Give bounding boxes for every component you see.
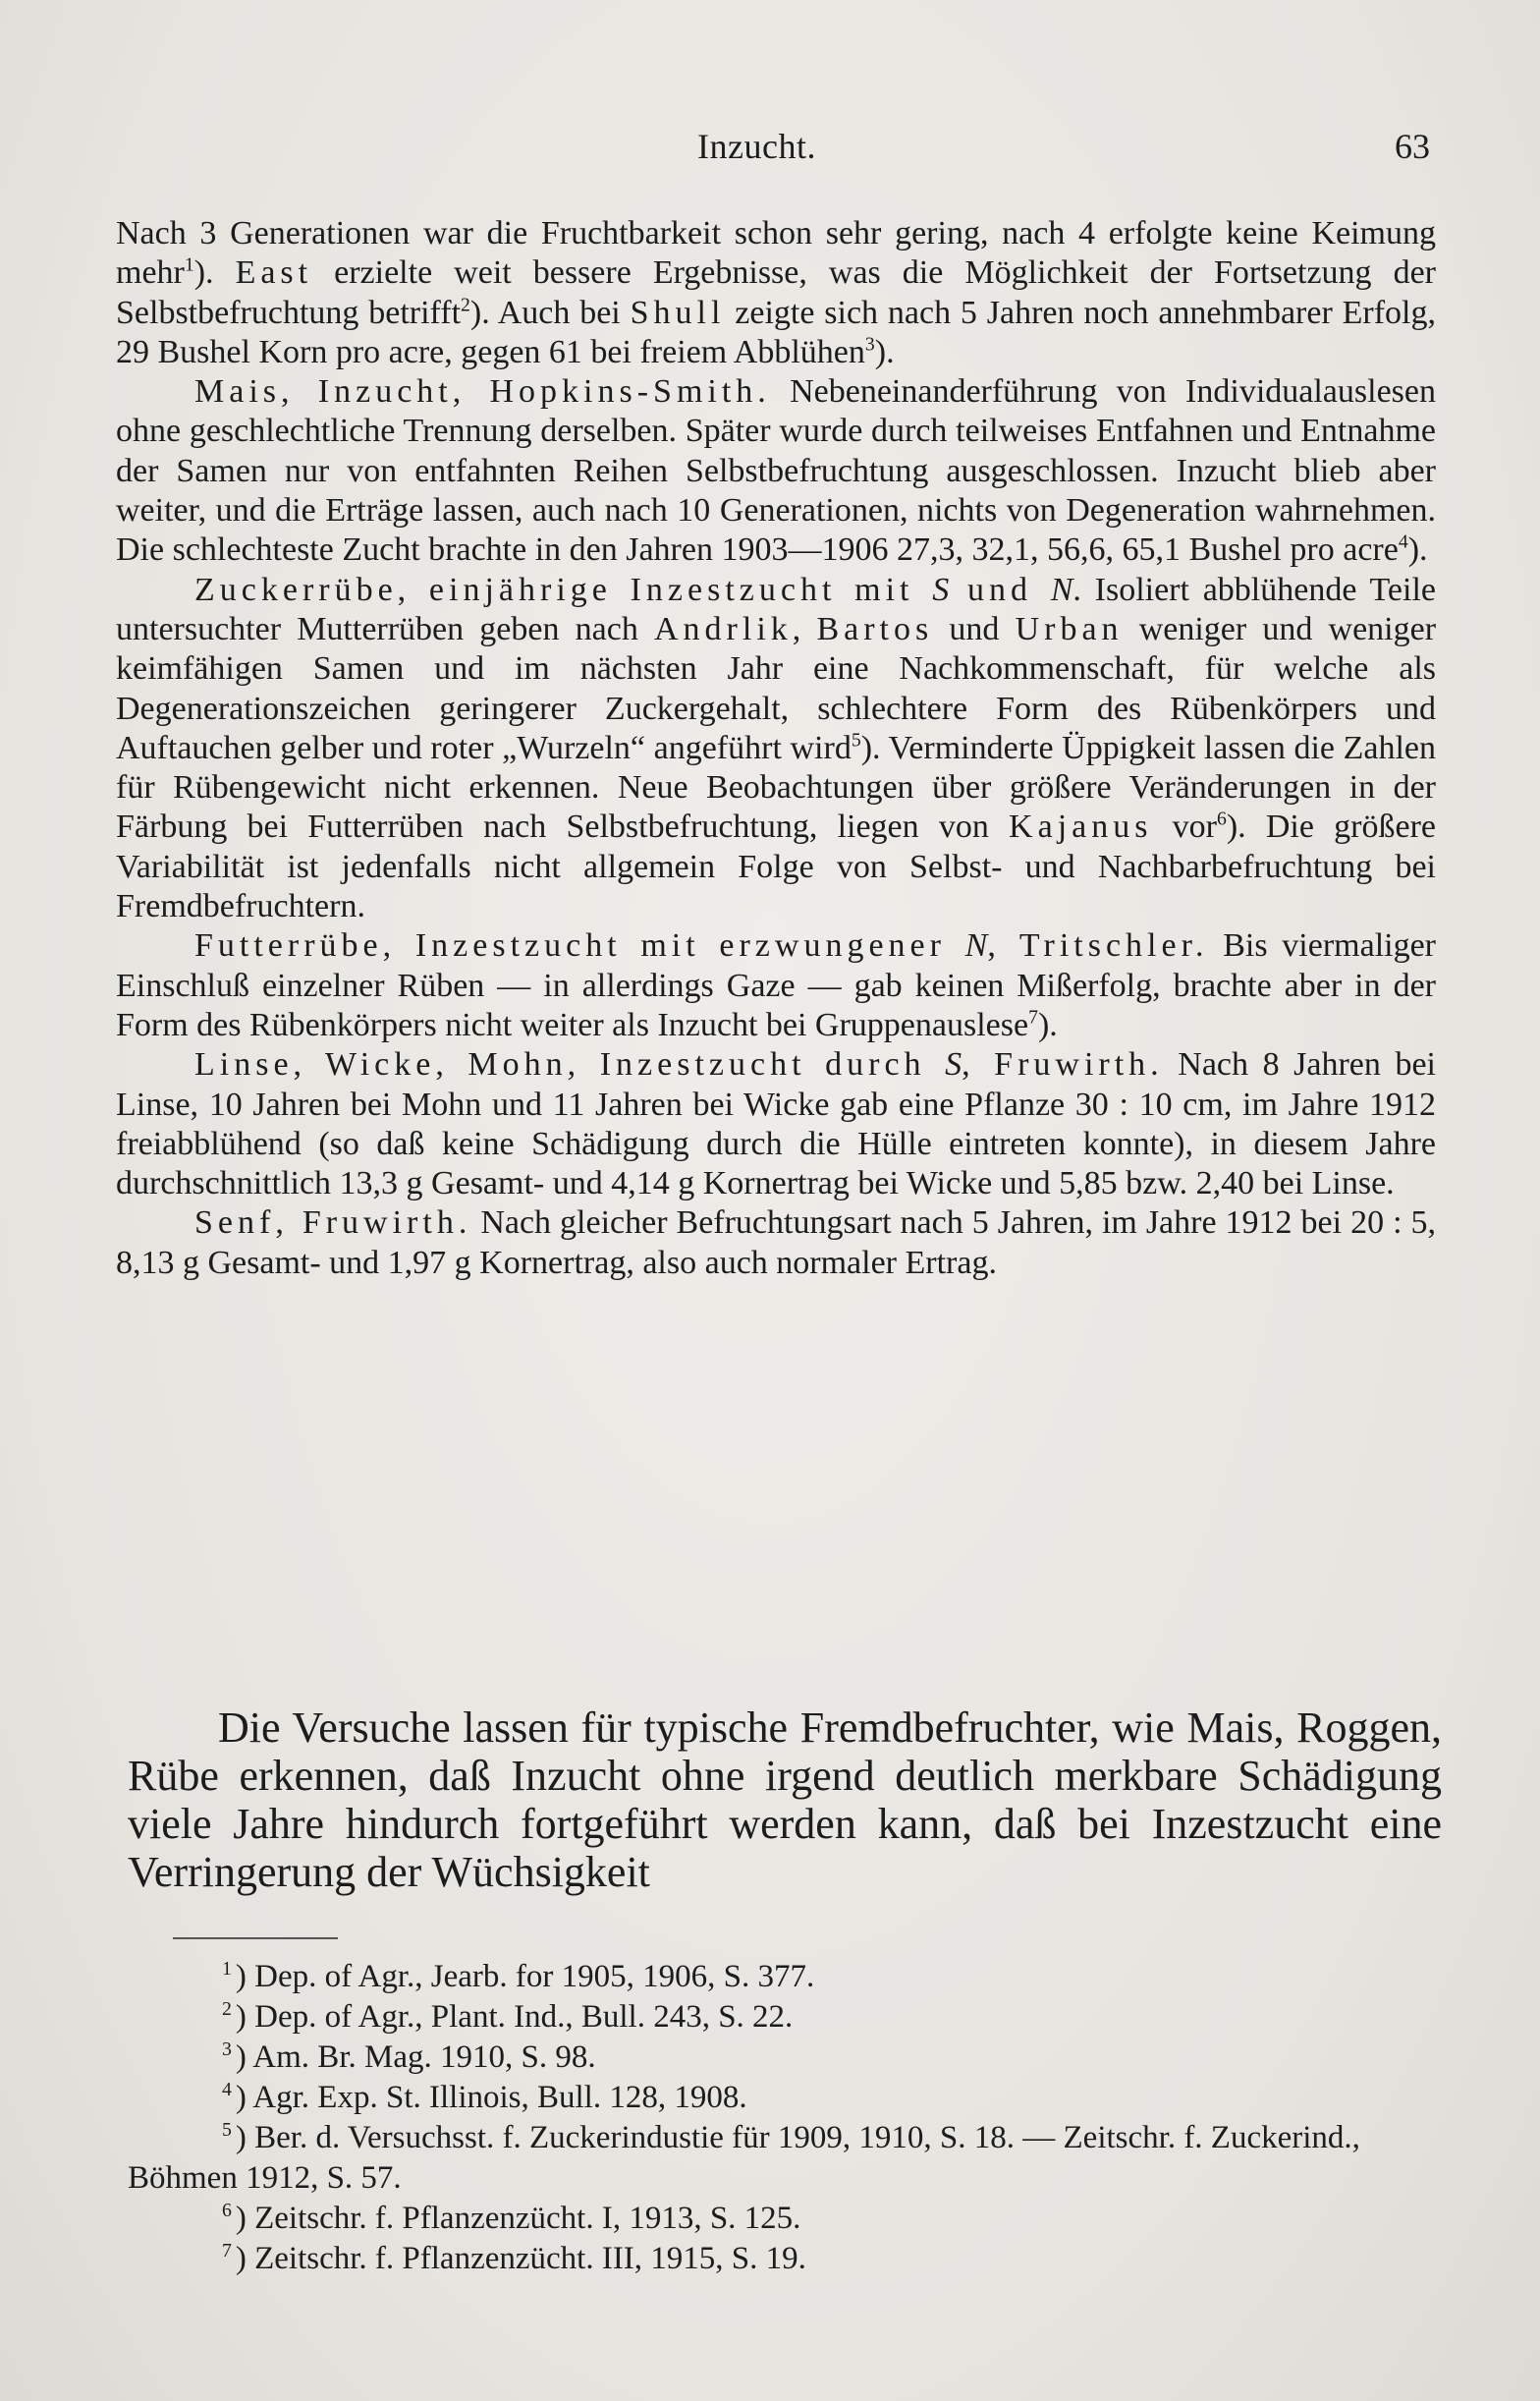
footnote-3: $^3$ ) Am. Br. Mag. 1910, S. 98. — [222, 2038, 596, 2075]
section-lead-linse: Linse, Wicke, Mohn, Inzestzucht durch — [194, 1046, 946, 1084]
paragraph-futterruebe: Futterrübe, Inzestzucht mit erzwungener N, Tritschler. Bis viermaliger Einschluß einzelner Rüben — in allerdings Gaze — gab keinen Mißerfolg, brachte aber in der Form des Rübenkörpers nicht weiter als Inzucht bei Gruppenauslese$^7$). — [116, 927, 1436, 1043]
section-lead-zuckerruebe: Zuckerrübe, einjährige Inzestzucht mit — [194, 571, 933, 608]
page-header — [116, 126, 1430, 175]
footnotes — [128, 1957, 1444, 2279]
paragraph-mais: Mais, Inzucht, Hopkins-Smith. Nebeneinanderführung von Individualauslesen ohne geschlechtliche Trennung derselben. Später wurde durch teilweises Entfahnen und Entnahme der Samen nur von entfahnten Reihen Selbstbefruchtung ausgeschlossen. Inzucht blieb aber weiter, und die Erträge lassen, auch nach 10 Generationen, nichts von Degeneration wahrnehmen. Die schlechteste Zucht brachte in den Jahren 1903—1906 27,3, 32,1, 56,6, 65,1 Bushel pro acre$^4$). — [116, 373, 1436, 569]
footnote-ref-2[interactable]: 2 — [461, 294, 470, 316]
author-andrlik: Andrlik — [654, 610, 793, 647]
footnote-ref-4[interactable]: 4 — [1398, 531, 1408, 554]
paragraph-inzucht-results: Nach 3 Generationen war die Fruchtbarkeit schon sehr gering, nach 4 erfolgte keine Keimung mehr$^1$). East erzielte weit bessere Ergebnisse, was die Möglichkeit der Fortsetzung der Selbstbefruchtung betrifft$^2$). Auch bei Shull zeigte sich nach 5 Jahren noch annehmbarer Erfolg, 29 Bushel Korn pro acre, gegen 61 bei freiem Abblühen$^3$). — [116, 215, 1436, 370]
section-lead-senf: Senf, Fruwirth. — [194, 1204, 472, 1242]
conclusion-paragraph — [128, 1703, 1442, 1896]
footnote-7: $^7$ ) Zeitschr. f. Pflanzenzücht. III, 1915, S. 19. — [222, 2240, 806, 2276]
footnote-ref-1[interactable]: 1 — [184, 253, 194, 276]
footnote-2: $^2$ ) Dep. of Agr., Plant. Ind., Bull. 243, S. 22. — [222, 1998, 794, 2035]
author-shull: Shull — [630, 294, 726, 331]
footnote-divider — [173, 1937, 338, 1939]
footnote-ref-3[interactable]: 3 — [864, 333, 875, 356]
paragraph-senf: Senf, Fruwirth. Nach gleicher Befruchtungsart nach 5 Jahren, im Jahre 1912 bei 20 : 5, 8,13 g Gesamt- und 1,97 g Kornertrag, also auch normaler Ertrag. — [116, 1204, 1437, 1281]
footnote-ref-5[interactable]: 5 — [851, 729, 861, 752]
author-urban: Urban — [1015, 610, 1124, 647]
footnote-4: $^4$ ) Agr. Exp. St. Illinois, Bull. 128, 1908. — [222, 2079, 747, 2115]
footnote-5: $^5$ ) Ber. d. Versuchsst. f. Zuckerindustie für 1909, 1910, S. 18. — Zeitschr. f. Zuckerind., Böhmen 1912, S. 57. — [128, 2119, 1360, 2196]
body-text — [116, 214, 1436, 1283]
author-east: East — [235, 254, 313, 292]
footnote-6: $^6$ ) Zeitschr. f. Pflanzenzücht. I, 1913, S. 125. — [222, 2200, 801, 2236]
section-lead-mais: Mais, Inzucht, Hopkins-Smith. — [194, 373, 771, 411]
author-bartos: Bartos — [816, 610, 934, 647]
footnote-1: $^1$ ) Dep. of Agr., Jearb. for 1905, 1906, S. 377. — [222, 1958, 815, 1994]
page-number: 63 — [1395, 127, 1430, 166]
conclusion-text: Die Versuche lassen für typische Fremdbefruchter, wie Mais, Roggen, Rübe erkennen, daß Inzucht ohne irgend deutlich merkbare Schädigung viele Jahre hindurch fortgeführt werden kann, daß bei Inzestzucht eine Verringerung der Wüchsigkeit — [128, 1703, 1442, 1896]
paragraph-linse-wicke-mohn: Linse, Wicke, Mohn, Inzestzucht durch S, Fruwirth. Nach 8 Jahren bei Linse, 10 Jahren bei Mohn und 11 Jahren bei Wicke gab eine Pflanze 30 : 10 cm, im Jahre 1912 freiabblühend (so daß keine Schädigung durch die Hülle eintreten konnte), in diesem Jahre durchschnittlich 13,3 g Gesamt- und 4,14 g Kornertrag bei Wicke und 5,85 bzw. 2,40 bei Linse. — [116, 1046, 1436, 1202]
paragraph-zuckerruebe: Zuckerrübe, einjährige Inzestzucht mit S und N. Isoliert abblühende Teile untersuchter Mutterrüben geben nach Andrlik, Bartos und Urban weniger und weniger keimfähigen Samen und im nächsten Jahr eine Nachkommenschaft, für welche als Degenerationszeichen geringerer Zuckergehalt, schlechtere Form des Rübenkörpers und Auftauchen gelber und roter „Wurzeln“ angeführt wird$^5$). Verminderte Üppigkeit lassen die Zahlen für Rübengewicht nicht erkennen. Neue Beobachtungen über größere Veränderungen in der Färbung bei Futterrüben nach Selbstbefruchtung, liegen von Kajanus vor$^6$). Die größere Variabilität ist jedenfalls nicht allgemein Folge von Selbst- und Nachbarbefruchtung bei Fremdbefruchtern. — [116, 571, 1437, 925]
footnote-ref-7[interactable]: 7 — [1028, 1006, 1038, 1029]
running-head: Inzucht. — [697, 127, 816, 166]
footnote-ref-6[interactable]: 6 — [1217, 809, 1227, 831]
author-kajanus: Kajanus — [1009, 809, 1153, 846]
section-lead-futterruebe: Futterrübe, Inzestzucht mit erzwungener — [194, 927, 965, 965]
